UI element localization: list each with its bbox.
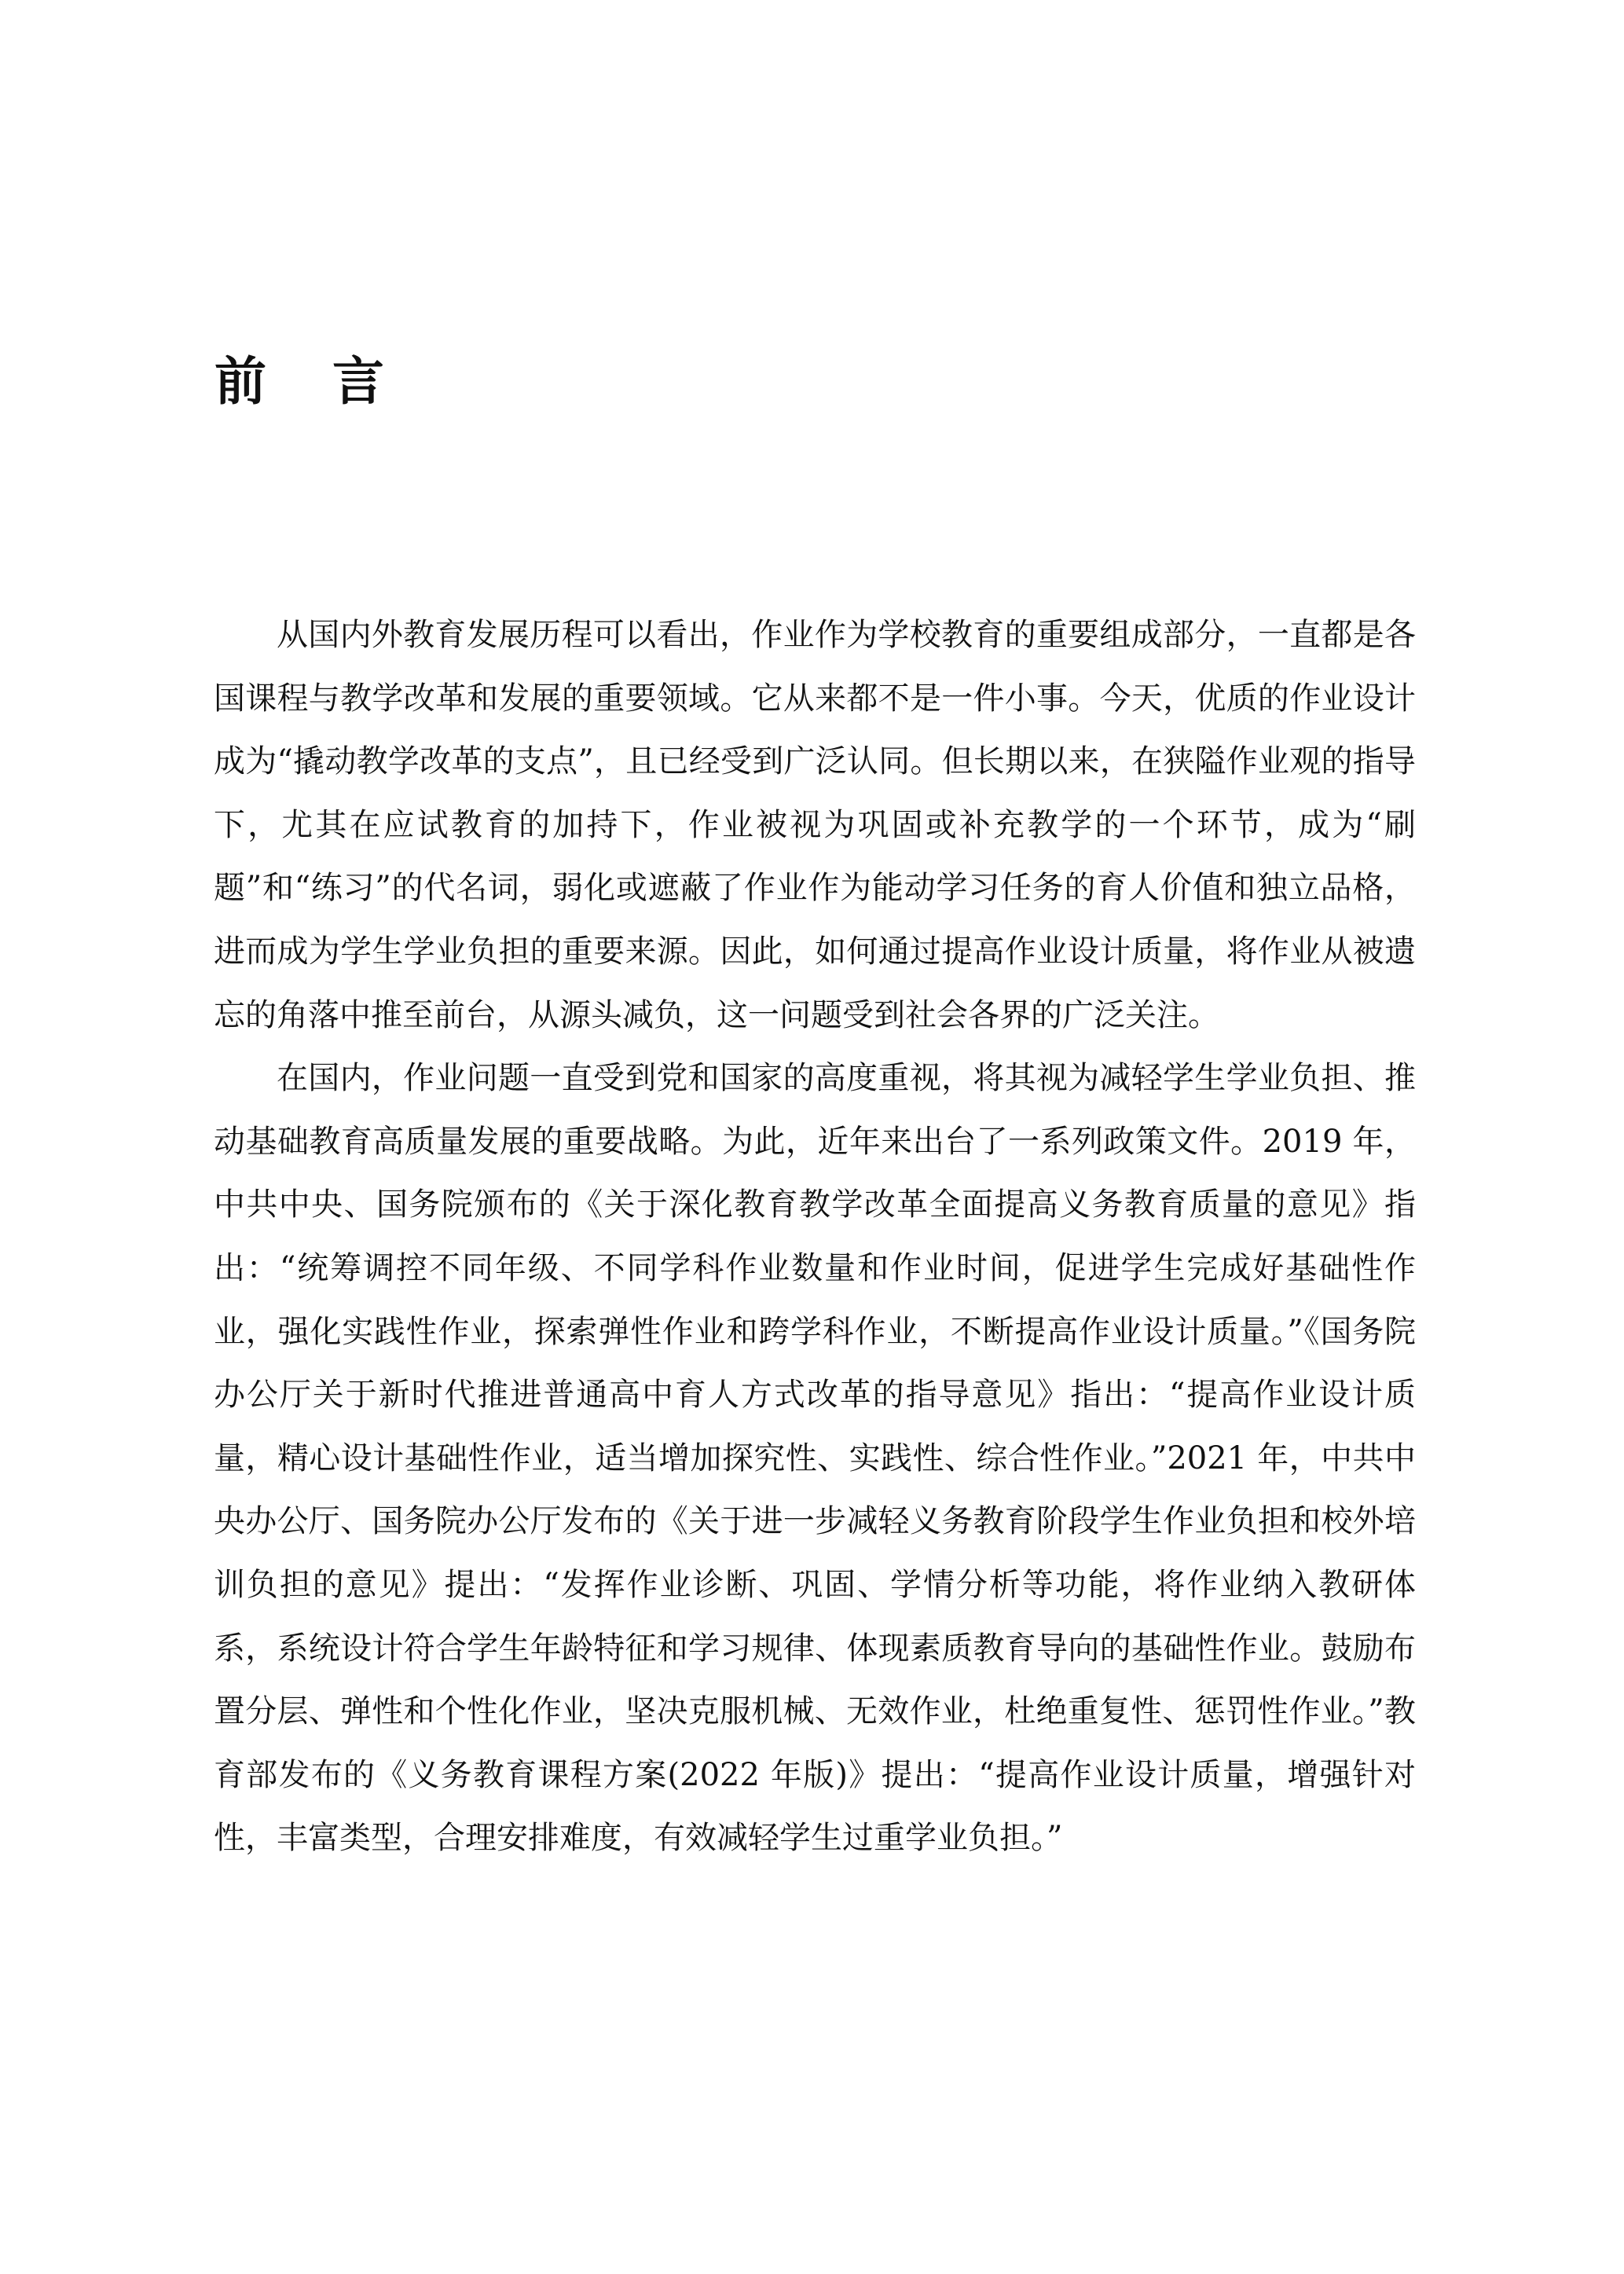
paragraph-2: 在国内，作业问题一直受到党和国家的高度重视，将其视为减轻学生学业负担、推动基础教育高质量发展的重要战略。为此，近年来出台了一系列政策文件。2019 年，中共中央、国务院颁布的《关于深化教育教学改革全面提高义务教育质量的意见》指出：“统筹调控不同年级、不同学科作业数量和作业时间，促进学生完成好基础性作业，强化实践性作业，探索弹性作业和跨学科作业，不断提高作业设计质量。”《国务院办公厅关于新时代推进普通高中育人方式改革的指导意见》指出：“提高作业设计质量，精心设计基础性作业，适当增加探究性、实践性、综合性作业。”2021 年，中共中央办公厅、国务院办公厅发布的《关于进一步减轻义务教育阶段学生作业负担和校外培训负担的意见》提出：“发挥作业诊断、巩固、学情分析等功能，将作业纳入教研体系，系统设计符合学生年龄特征和学习规律、体现素质教育导向的基础性作业。鼓励布置分层、弹性和个性化作业，坚决克服机械、无效作业，杜绝重复性、惩罚性作业。”教育部发布的《义务教育课程方案(2022 年版)》提出：“提高作业设计质量，增强针对性，丰富类型，合理安排难度，有效减轻学生过重学业负担。” xyxy=(214,1060,1416,1857)
page-title-char-2: 言 xyxy=(332,350,384,412)
body-text xyxy=(214,603,1416,1870)
paragraph-1: 从国内外教育发展历程可以看出，作业作为学校教育的重要组成部分，一直都是各国课程与教学改革和发展的重要领域。它从来都不是一件小事。今天，优质的作业设计成为“撬动教学改革的支点”，且已经受到广泛认同。但长期以来，在狭隘作业观的指导下，尤其在应试教育的加持下，作业被视为巩固或补充教学的一个环节，成为“刷题”和“练习”的代名词，弱化或遮蔽了作业作为能动学习任务的育人价值和独立品格，进而成为学生学业负担的重要来源。因此，如何通过提高作业设计质量，将作业从被遗忘的角落中推至前台，从源头减负，这一问题受到社会各界的广泛关注。 xyxy=(214,617,1416,1033)
page-title-char-1: 前 xyxy=(214,350,266,412)
page-title xyxy=(214,350,384,412)
